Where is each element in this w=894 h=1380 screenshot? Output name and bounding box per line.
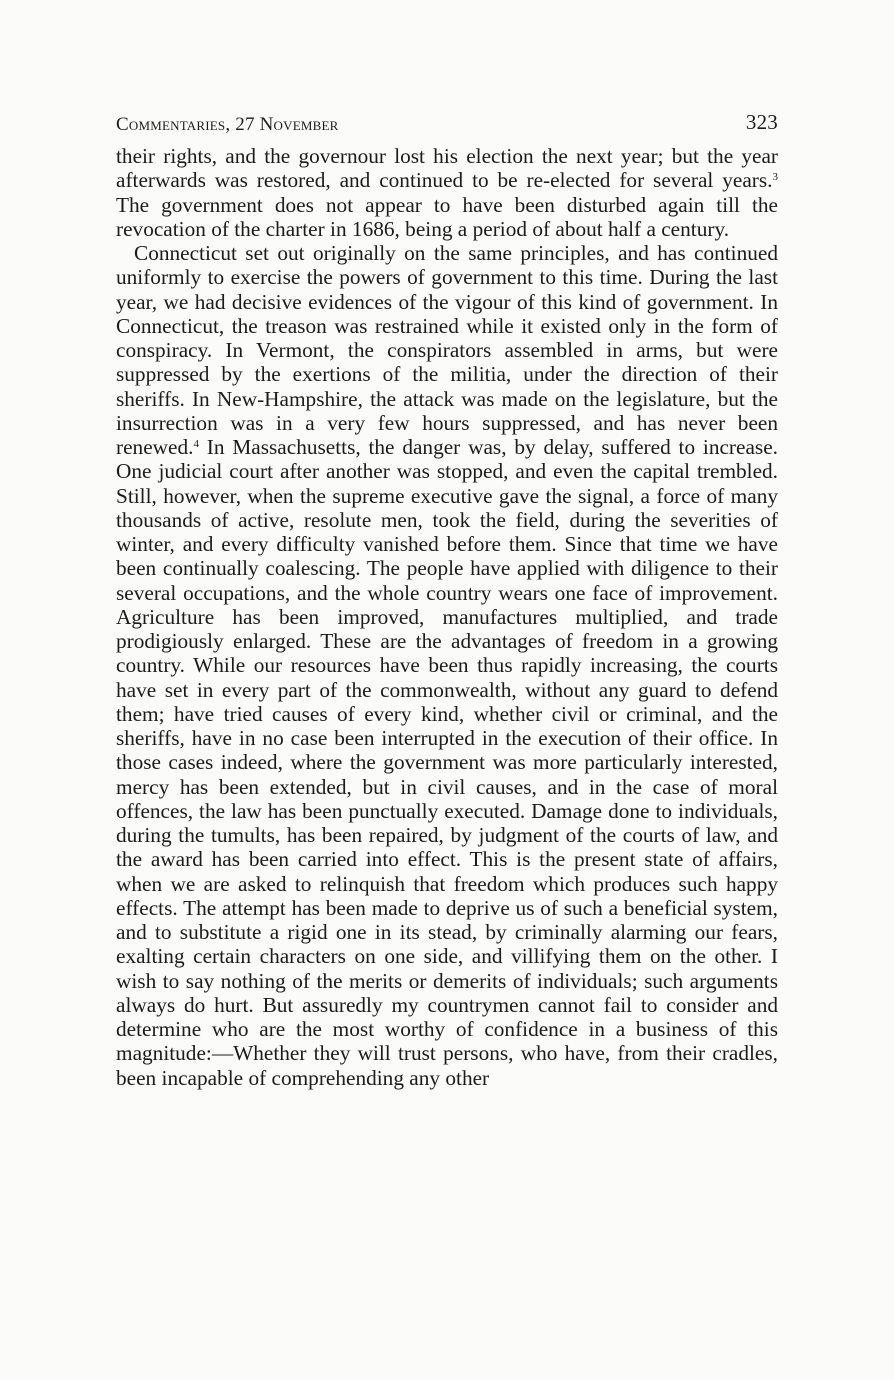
running-head bbox=[116, 108, 778, 144]
footnote-ref-3: 3 bbox=[772, 171, 778, 184]
footnote-ref-4: 4 bbox=[193, 437, 199, 450]
text-segment: Connecticut set out originally on the same principles, and has continued uniformly to exercise the powers of government to this time. During the last year, we had decisive evidences of the vigour of this kind of government. In Connecticut, the treason was restrained while it existed only in the form of conspiracy. In Vermont, the conspirators assembled in arms, but were suppressed by the exertions of the militia, under the direction of their sheriffs. In New-Hampshire, the attack was made on the legislature, but the insurrection was in a very few hours suppressed, and has never been renewed. bbox=[116, 241, 778, 459]
running-title: Commentaries, 27 November bbox=[116, 114, 339, 135]
body-text bbox=[116, 144, 778, 1090]
paragraph-2 bbox=[116, 241, 778, 1090]
page bbox=[116, 108, 778, 1090]
text-segment: The government does not appear to have been disturbed again till the revocation of the charter in 1686, being a period of about half a century. bbox=[116, 192, 778, 241]
page-number: 323 bbox=[745, 110, 778, 134]
paragraph-1 bbox=[116, 144, 778, 241]
text-segment: their rights, and the governour lost his election the next year; but the year afterwards was restored, and continued to be re-elected for several years. bbox=[116, 144, 778, 193]
text-segment: In Massachusetts, the danger was, by delay, suffered to increase. One judicial court after another was stopped, and even the capital trembled. Still, however, when the supreme executive gave the signal, a force of many thousands of active, resolute men, took the field, during the severities of winter, and every difficulty vanished before them. Since that time we have been continually coalescing. The people have applied with diligence to their several occupations, and the whole country wears one face of improvement. Agriculture has been improved, manufactures multiplied, and trade prodigiously enlarged. These are the advantages of freedom in a growing country. While our resources have been thus rapidly increasing, the courts have set in every part of the commonwealth, without any guard to defend them; have tried causes of every kind, whether civil or criminal, and the sheriffs, have in no case been interrupted in the execution of their office. In those cases indeed, where the government was more particularly interested, mercy has been extended, but in civil causes, and in the case of moral offences, the law has been punctually executed. Damage done to individuals, during the tumults, has been repaired, by judgment of the courts of law, and the award has been carried into effect. This is the present state of affairs, when we are asked to relinquish that freedom which produces such happy effects. The attempt has been made to deprive us of such a beneficial system, and to substitute a rigid one in its stead, by criminally alarming our fears, exalting certain characters on one side, and villifying them on the other. I wish to say nothing of the merits or demerits of individuals; such arguments always do hurt. But assuredly my countrymen cannot fail to consider and determine who are the most worthy of confidence in a business of this magnitude:—Whether they will trust persons, who have, from their cradles, been incapable of comprehending any other bbox=[116, 435, 778, 1090]
